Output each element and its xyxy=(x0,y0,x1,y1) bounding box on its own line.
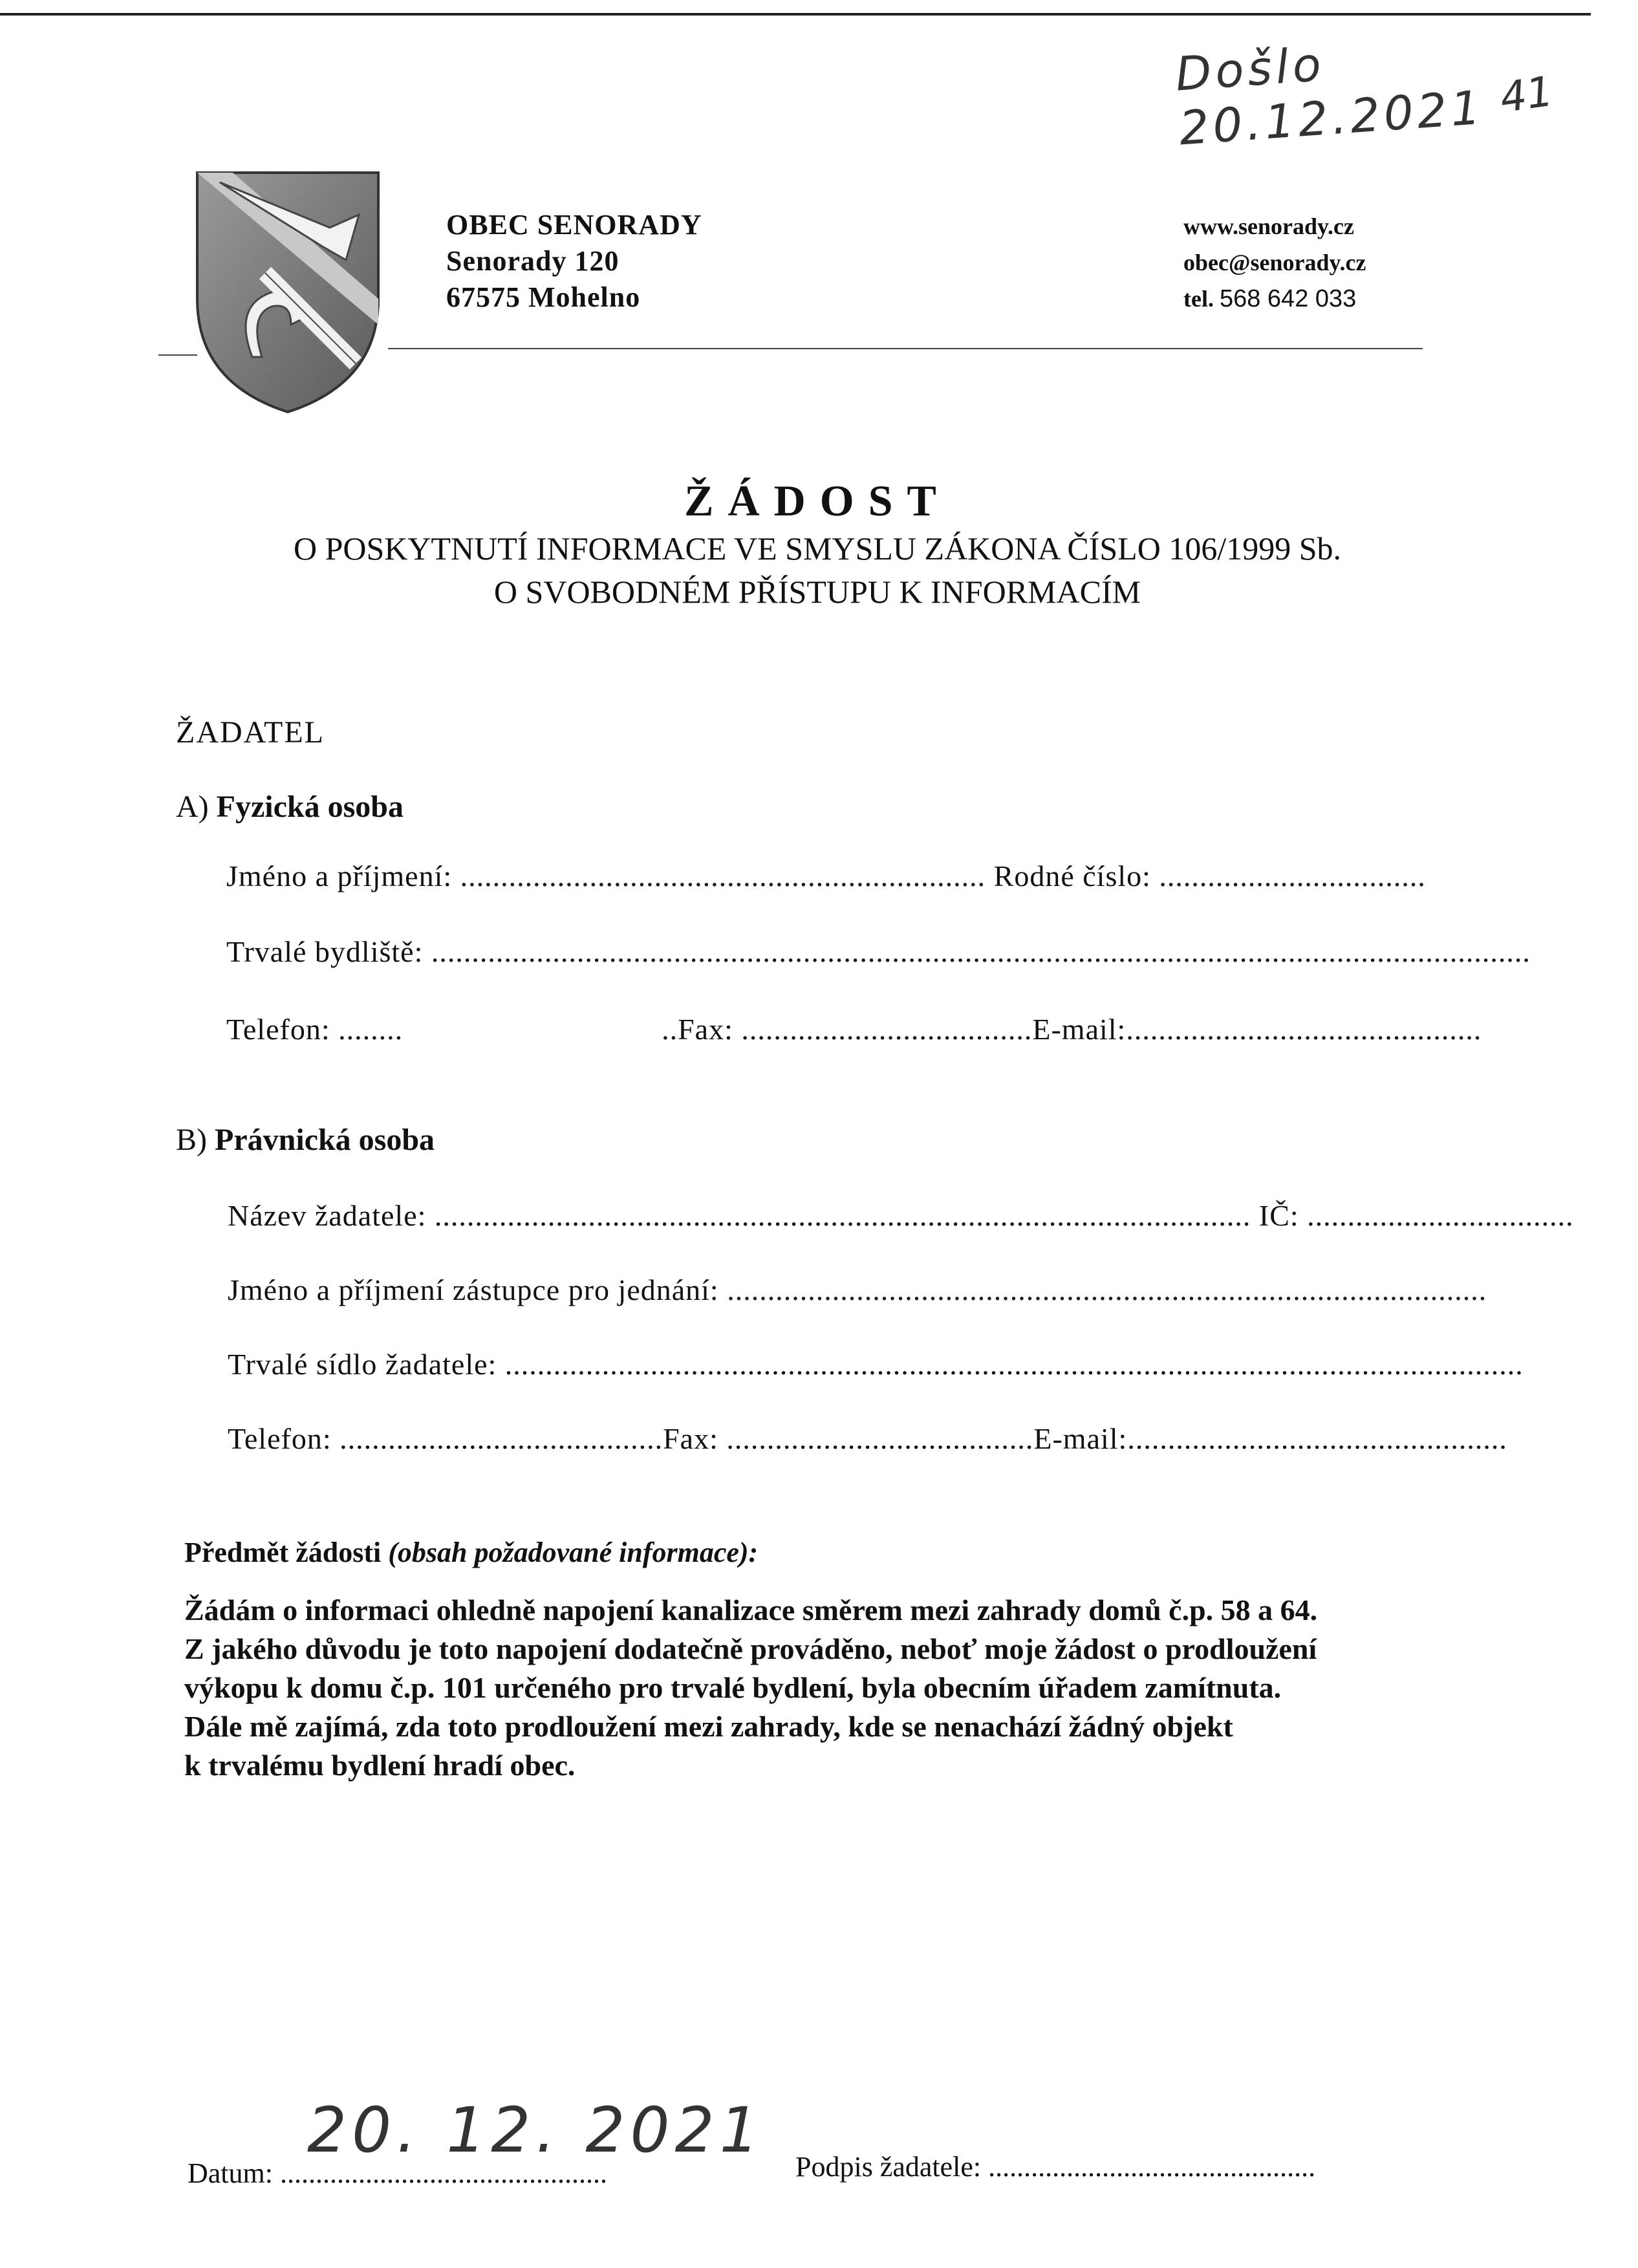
section-b-heading xyxy=(176,1122,435,1158)
received-stamp-handwritten: Došlo 20.12.2021 xyxy=(1174,36,1486,156)
section-b-letter: B) xyxy=(176,1123,207,1157)
request-line: Žádám o informaci ohledně napojení kanalizace směrem mezi zahrady domů č.p. 58 a 64. xyxy=(184,1593,1318,1626)
contact-block xyxy=(1183,208,1366,317)
date-field[interactable]: Datum: .............................................. xyxy=(188,2157,607,2189)
header-divider xyxy=(388,348,1423,349)
subject-label-hint: (obsah požadované informace): xyxy=(388,1537,759,1568)
field-phone-fax-email-a[interactable]: Telefon: ........ ..Fax: ....................................E-mail:............................................ xyxy=(226,1013,1482,1046)
field-representative-name[interactable]: Jméno a příjmení zástupce pro jednání: .............................................................................................. xyxy=(228,1273,1487,1306)
header-divider-left xyxy=(158,354,197,356)
field-phone-fax-email-b[interactable]: Telefon: ........................................Fax: ......................................E-mail:............................................... xyxy=(228,1422,1507,1455)
date-handwritten: 20. 12. 2021 xyxy=(307,2094,764,2166)
subject-label xyxy=(184,1536,758,1569)
request-line: výkopu k domu č.p. 101 určeného pro trvalé bydlení, byla obecním úřadem zamítnuta. xyxy=(184,1671,1282,1704)
field-applicant-name-ic[interactable]: Název žadatele: ..................................................................................................... IČ: ................................. xyxy=(228,1199,1574,1232)
section-a-heading xyxy=(176,789,404,825)
section-a-name: Fyzická osoba xyxy=(216,790,404,824)
website-link: www.senorady.cz xyxy=(1183,213,1354,239)
email-address: obec@senorady.cz xyxy=(1183,250,1366,275)
request-line: k trvalému bydlení hradí obec. xyxy=(184,1749,576,1782)
tel-label: tel. xyxy=(1183,286,1214,312)
tel-number: 568 642 033 xyxy=(1219,285,1357,312)
applicant-heading: ŽADATEL xyxy=(176,715,325,750)
address-city: 67575 Mohelno xyxy=(446,281,641,313)
section-a-letter: A) xyxy=(176,790,209,824)
request-line: Dále mě zajímá, zda toto prodloužení mezi zahrady, kde se nenachází žádný objekt xyxy=(184,1710,1233,1743)
top-border-line xyxy=(0,13,1591,16)
coat-of-arms-icon xyxy=(194,169,382,415)
document-title: ŽÁDOST xyxy=(684,476,951,525)
phone-line xyxy=(1183,281,1366,317)
municipality-name: OBEC SENORADY xyxy=(446,209,702,241)
field-name-birthnumber[interactable]: Jméno a příjmení: ................................................................. Rodné číslo: ................................. xyxy=(226,859,1426,892)
signature-field[interactable]: Podpis žadatele: .............................................. xyxy=(795,2151,1316,2183)
subject-label-text: Předmět žádosti xyxy=(184,1537,382,1568)
field-registered-seat[interactable]: Trvalé sídlo žadatele: .............................................................................................................................. xyxy=(228,1348,1524,1381)
section-b-name: Právnická osoba xyxy=(215,1123,435,1157)
municipality-address-block xyxy=(446,207,702,316)
field-permanent-residence[interactable]: Trvalé bydliště: ........................................................................................................................................ xyxy=(226,935,1531,968)
reference-number-handwritten: 41 xyxy=(1497,67,1557,123)
document-subtitle-line2: O SVOBODNÉM PŘÍSTUPU K INFORMACÍM xyxy=(493,574,1141,610)
request-text xyxy=(184,1591,1317,1785)
request-line: Z jakého důvodu je toto napojení dodatečně prováděno, neboť moje žádost o prodloužení xyxy=(184,1632,1317,1665)
document-subtitle-line1: O POSKYTNUTÍ INFORMACE VE SMYSLU ZÁKONA ČÍSLO 106/1999 Sb. xyxy=(293,530,1342,567)
address-street: Senorady 120 xyxy=(446,245,620,277)
